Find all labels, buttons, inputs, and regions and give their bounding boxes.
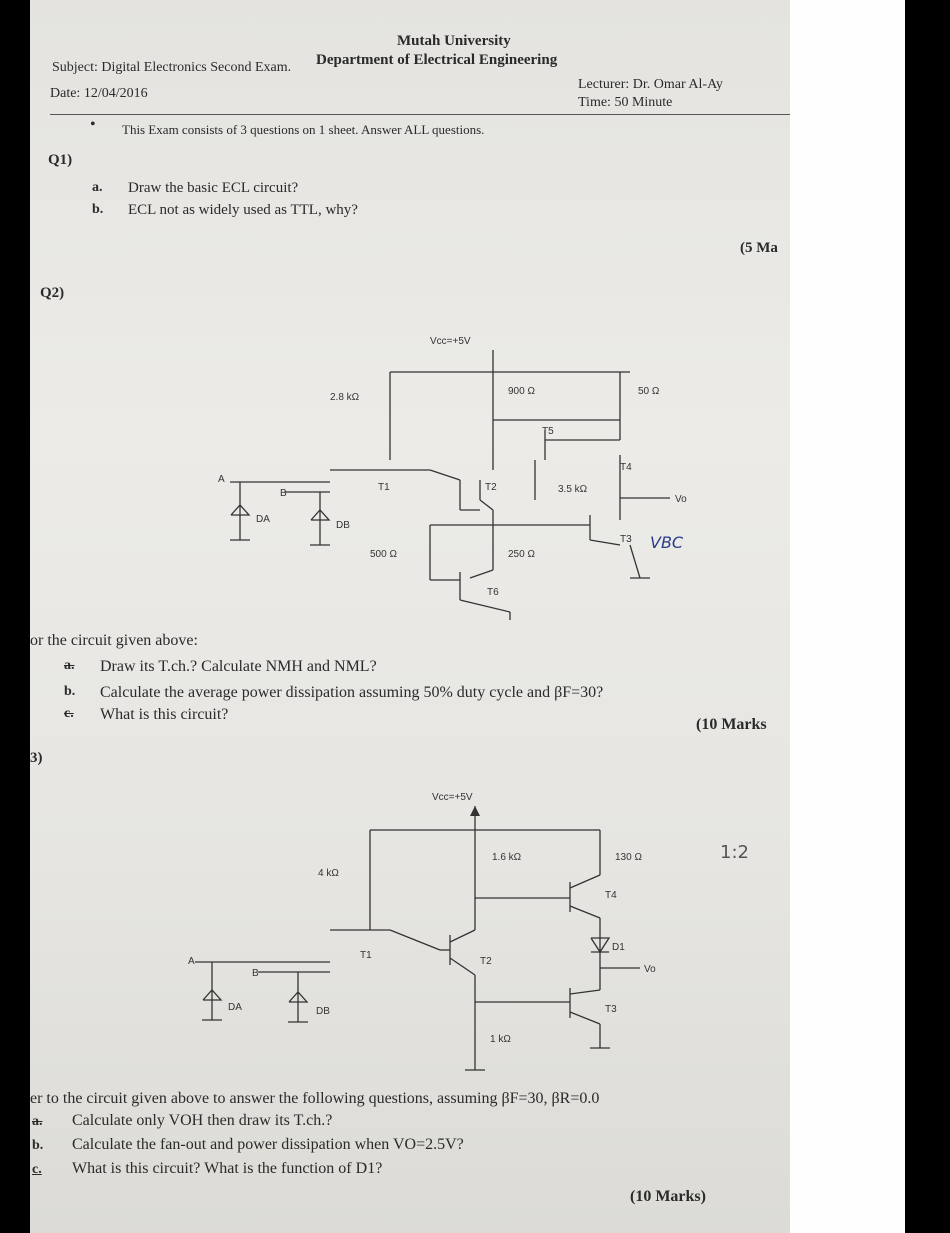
q2-vo-label: Vo <box>675 494 687 505</box>
q1-b-text: ECL not as widely used as TTL, why? <box>128 202 358 218</box>
q3-da-label: DA <box>228 1002 242 1013</box>
q3-ttl-circuit-diagram <box>30 0 790 1100</box>
q3-a-text: Calculate only VOH then draw its T.ch.? <box>72 1112 333 1129</box>
q3-a-marker: a. <box>32 1114 43 1129</box>
q2-label: Q2) <box>40 285 65 301</box>
q3-d1-label: D1 <box>612 942 625 953</box>
q2-t2-label: T2 <box>485 482 497 493</box>
q3-handwritten-note: 1:2 <box>720 842 749 863</box>
exam-date: Date: 12/04/2016 <box>50 86 148 101</box>
q2-t6-label: T6 <box>487 587 499 598</box>
q3-vcc-label: Vcc=+5V <box>432 792 473 803</box>
lecturer-name: Lecturer: Dr. Omar Al-Ay <box>578 77 723 92</box>
q2-handwritten-note: VBC <box>650 533 684 552</box>
exam-time: Time: 50 Minute <box>578 95 673 110</box>
q2-t3-label: T3 <box>620 534 632 545</box>
q2-input-a-label: A <box>218 474 225 485</box>
subject-line: Subject: Digital Electronics Second Exam. <box>52 60 292 75</box>
q3-label: 3) <box>30 750 43 766</box>
q3-t3-label: T3 <box>605 1004 617 1015</box>
q3-r3-label: 130 Ω <box>615 852 642 863</box>
q3-r1-label: 4 kΩ <box>318 868 339 879</box>
q2-r6-label: 250 Ω <box>508 549 535 560</box>
q2-c-text: What is this circuit? <box>100 706 229 723</box>
q2-t4-label: T4 <box>620 462 632 473</box>
q1-label: Q1) <box>48 152 73 168</box>
q3-b-text: Calculate the fan-out and power dissipation when VO=2.5V? <box>72 1136 464 1153</box>
q3-t2-label: T2 <box>480 956 492 967</box>
q2-c-marker: c. <box>64 706 74 721</box>
q1-marks: (5 Ma <box>740 240 778 256</box>
q3-intro: er to the circuit given above to answer the following questions, assuming βF=30, βR=0.0 <box>30 1090 600 1107</box>
q3-db-label: DB <box>316 1006 330 1017</box>
department-name: Department of Electrical Engineering <box>316 52 558 68</box>
q3-b-marker: b. <box>32 1138 44 1153</box>
q1-a-marker: a. <box>92 180 103 195</box>
q2-t5-label: T5 <box>542 426 554 437</box>
q2-da-label: DA <box>256 514 270 525</box>
q2-r4-label: 3.5 kΩ <box>558 484 588 495</box>
q2-r5-label: 500 Ω <box>370 549 397 560</box>
q2-a-marker: a. <box>64 658 75 673</box>
q2-vcc-label: Vcc=+5V <box>430 336 471 347</box>
q3-input-a-label: A <box>188 956 195 967</box>
q2-r1-label: 2.8 kΩ <box>330 392 360 403</box>
q1-a-text: Draw the basic ECL circuit? <box>128 180 299 196</box>
q2-b-marker: b. <box>64 684 76 699</box>
q3-input-b-label: B <box>252 968 259 979</box>
q3-marks: (10 Marks) <box>630 1188 706 1205</box>
bullet-icon: • <box>90 116 96 133</box>
q3-t4-label: T4 <box>605 890 617 901</box>
q2-a-text: Draw its T.ch.? Calculate NMH and NML? <box>100 658 377 675</box>
q3-r2-label: 1.6 kΩ <box>492 852 522 863</box>
q1-b-marker: b. <box>92 202 104 217</box>
q3-t1-label: T1 <box>360 950 372 961</box>
q2-db-label: DB <box>336 520 350 531</box>
q3-vo-label: Vo <box>644 964 656 975</box>
q3-r4-label: 1 kΩ <box>490 1034 511 1045</box>
exam-instruction: This Exam consists of 3 questions on 1 sheet. Answer ALL questions. <box>122 122 485 137</box>
q2-intro: or the circuit given above: <box>30 632 198 649</box>
q2-b-text: Calculate the average power dissipation assuming 50% duty cycle and βF=30? <box>100 684 604 701</box>
q2-r2-label: 900 Ω <box>508 386 535 397</box>
exam-sheet <box>30 0 790 1233</box>
q2-t1-label: T1 <box>378 482 390 493</box>
q2-r3-label: 50 Ω <box>638 386 660 397</box>
right-margin-strip <box>790 0 905 1233</box>
q3-c-marker: c. <box>32 1162 42 1177</box>
q2-input-b-label: B <box>280 488 287 499</box>
q3-c-text: What is this circuit? What is the function of D1? <box>72 1160 383 1177</box>
university-name: Mutah University <box>397 33 511 49</box>
q2-marks: (10 Marks <box>696 716 767 733</box>
